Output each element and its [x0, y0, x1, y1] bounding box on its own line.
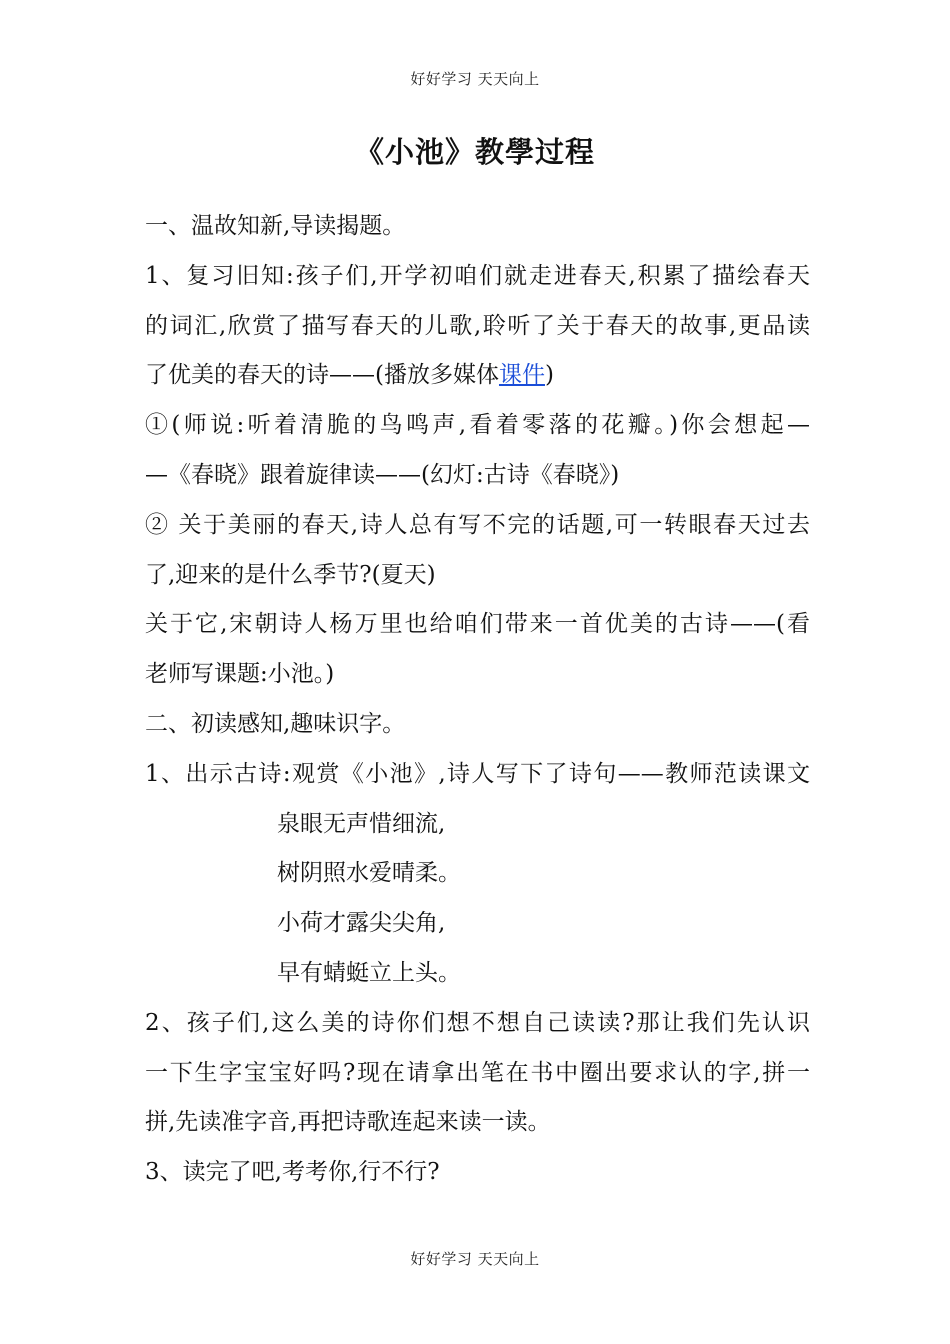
paragraph-line: ①(师说:听着清脆的鸟鸣声,看着零落的花瓣。)你会想起—	[145, 412, 810, 439]
section-heading-2: 二、初读感知,趣味识字。	[145, 710, 406, 737]
paragraph-line: 关于它,宋朝诗人杨万里也给咱们带来一首优美的古诗——(看	[145, 611, 810, 638]
paragraph-line: —《春晓》跟着旋律读——(幻灯:古诗《春晓》)	[145, 461, 620, 488]
poem-line: 泉眼无声惜细流,	[277, 810, 446, 837]
paragraph-line: 拼,先读准字音,再把诗歌连起来读一读。	[145, 1109, 551, 1136]
courseware-link[interactable]: 课件	[498, 362, 545, 389]
poem-line: 树阴照水爱晴柔。	[277, 860, 461, 887]
paragraph-text: )	[544, 362, 554, 389]
paragraph-line: 1、复习旧知:孩子们,开学初咱们就走进春天,积累了描绘春天	[145, 262, 810, 289]
page-header: 好好学习 天天向上	[410, 70, 540, 88]
poem-line: 小荷才露尖尖角,	[277, 910, 446, 937]
page-footer: 好好学习 天天向上	[410, 1250, 540, 1268]
document-body	[145, 202, 810, 1198]
paragraph-line: 2、孩子们,这么美的诗你们想不想自己读读?那让我们先认识	[145, 1009, 810, 1036]
document-title: 《小池》教學过程	[354, 135, 595, 169]
paragraph-line: 老师写课题:小池。)	[145, 661, 335, 688]
section-heading-1: 一、温故知新,导读揭题。	[145, 213, 406, 239]
paragraph-line: 一下生字宝宝好吗?现在请拿出笔在书中圈出要求认的字,拼一	[145, 1059, 810, 1086]
paragraph-line: 的词汇,欣赏了描写春天的儿歌,聆听了关于春天的故事,更品读	[145, 312, 810, 339]
paragraph-line: 了,迎来的是什么季节?(夏天)	[145, 561, 436, 588]
paragraph-line	[145, 351, 810, 401]
paragraph-line: 3、读完了吧,考考你,行不行?	[145, 1159, 440, 1186]
paragraph-line: 1、出示古诗:观赏《小池》,诗人写下了诗句——教师范读课文	[145, 760, 810, 787]
paragraph-line: ② 关于美丽的春天,诗人总有写不完的话题,可一转眼春天过去	[145, 511, 810, 538]
paragraph-text: 了优美的春天的诗——(播放多媒体	[145, 362, 499, 389]
poem-line: 早有蜻蜓立上头。	[277, 959, 461, 986]
